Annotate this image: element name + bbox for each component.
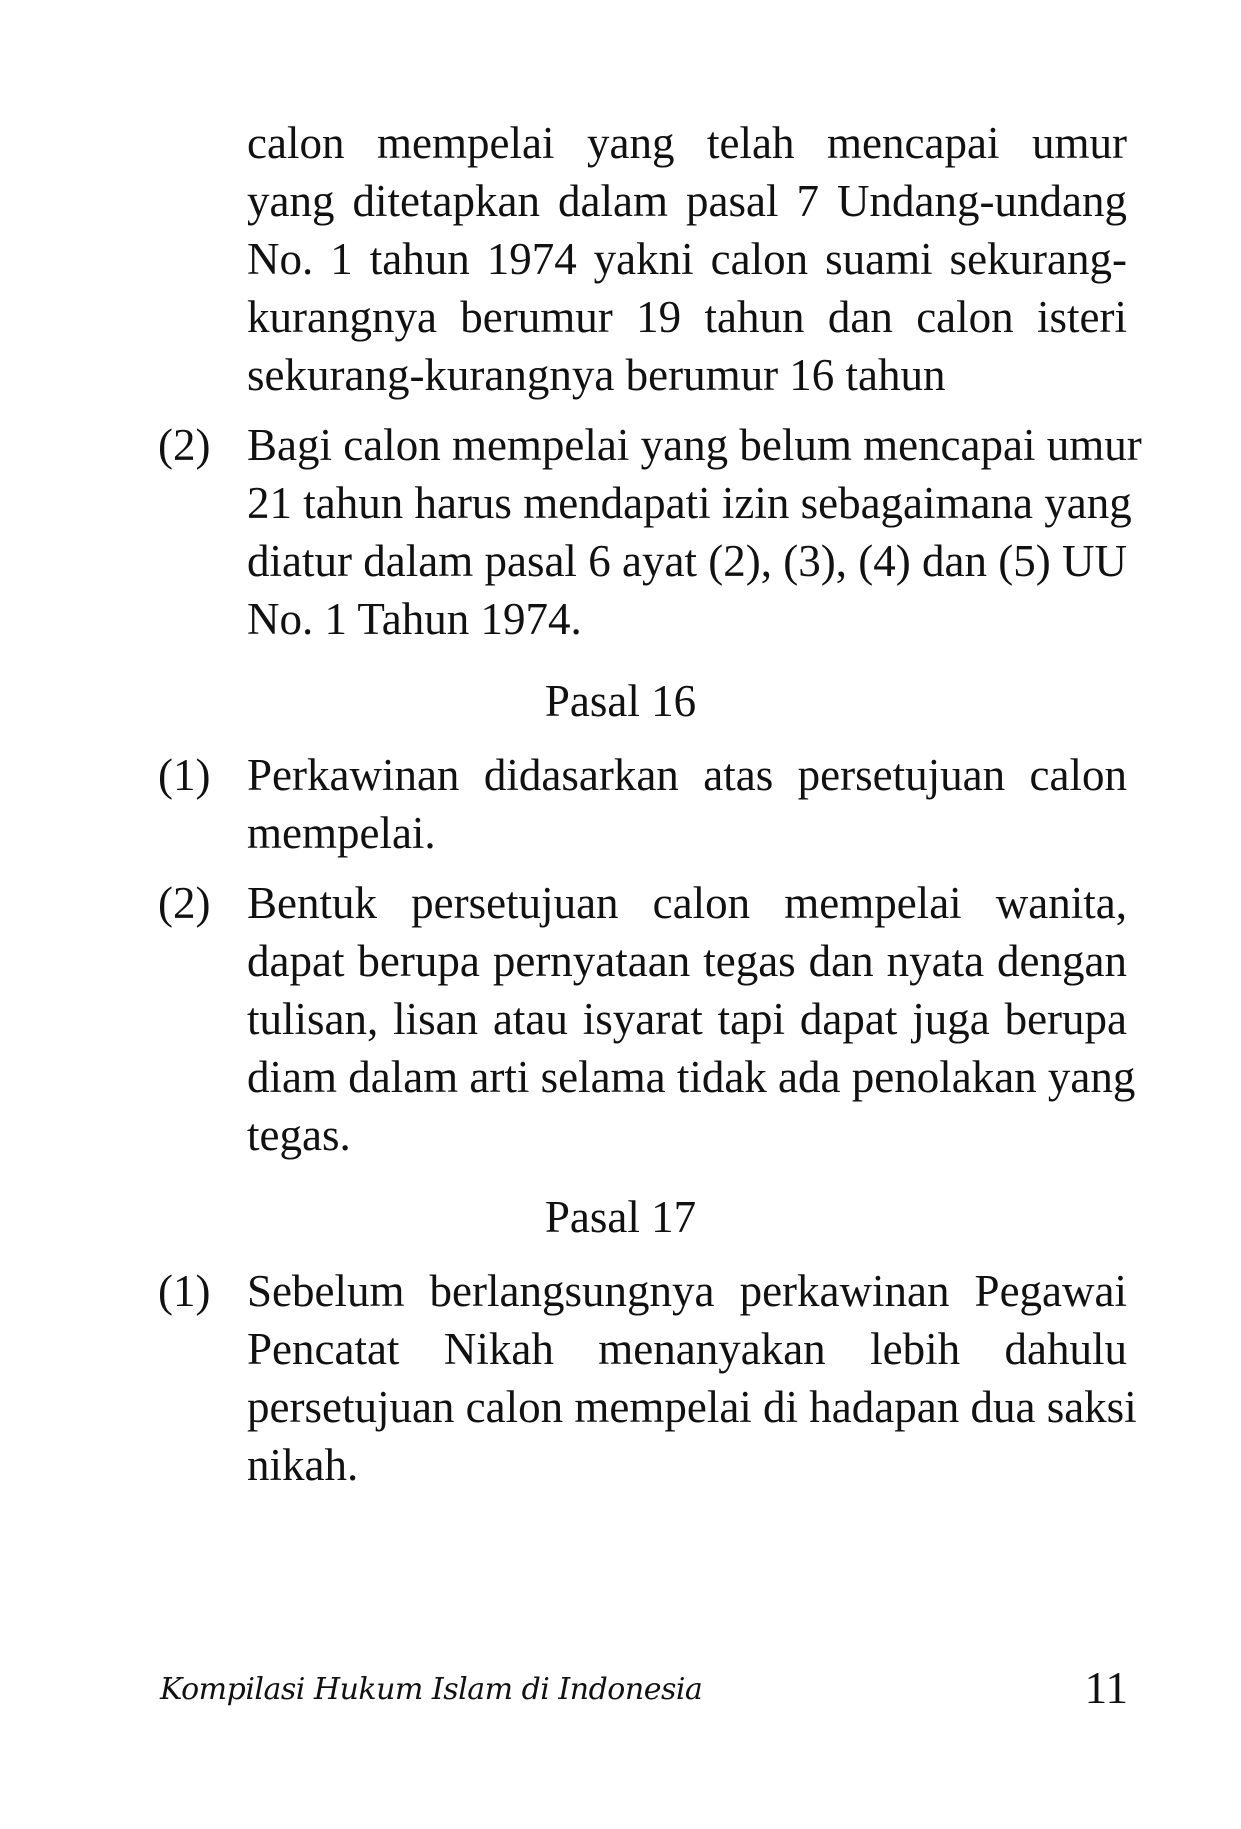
text-line: 21 tahun harus mendapati izin sebagaimana yang (247, 478, 1132, 528)
text-line: kurangnya berumur 19 tahun dan calon isteri (247, 292, 1127, 342)
text-line: tegas. (247, 1110, 351, 1160)
item-number: (2) (158, 878, 211, 928)
text-line: Bentuk persetujuan calon mempelai wanita, (247, 878, 1127, 928)
text-line: tulisan, lisan atau isyarat tapi dapat juga berupa (247, 994, 1127, 1044)
footer-book-title: Kompilasi Hukum Islam di Indonesia (160, 1672, 703, 1707)
text-line: yang ditetapkan dalam pasal 7 Undang-undang (247, 176, 1127, 226)
text-line: Bagi calon mempelai yang belum mencapai umur (247, 420, 1142, 470)
text-line: diatur dalam pasal 6 ayat (2), (3), (4) dan (5) UU (247, 536, 1127, 586)
text-line: No. 1 Tahun 1974. (247, 594, 582, 644)
pasal-17-heading: Pasal 17 (544, 1192, 697, 1242)
text-line: mempelai. (247, 808, 436, 858)
text-line: persetujuan calon mempelai di hadapan dua saksi (247, 1382, 1137, 1432)
text-line: Sebelum berlangsungnya perkawinan Pegawai (247, 1266, 1127, 1316)
text-line: calon mempelai yang telah mencapai umur (247, 118, 1127, 168)
item-number: (2) (158, 420, 211, 470)
text-line: nikah. (247, 1440, 359, 1490)
item-number: (1) (158, 1266, 211, 1316)
item-number: (1) (158, 750, 211, 800)
text-line: Pencatat Nikah menanyakan lebih dahulu (247, 1324, 1127, 1374)
pasal-16-heading: Pasal 16 (544, 676, 697, 726)
text-line: dapat berupa pernyataan tegas dan nyata dengan (247, 936, 1127, 986)
text-line: diam dalam arti selama tidak ada penolakan yang (247, 1052, 1136, 1102)
text-line: Perkawinan didasarkan atas persetujuan calon (247, 750, 1127, 800)
page-number: 11 (1084, 1663, 1128, 1713)
text-line: sekurang-kurangnya berumur 16 tahun (247, 350, 946, 400)
text-line: No. 1 tahun 1974 yakni calon suami sekurang- (247, 234, 1127, 284)
